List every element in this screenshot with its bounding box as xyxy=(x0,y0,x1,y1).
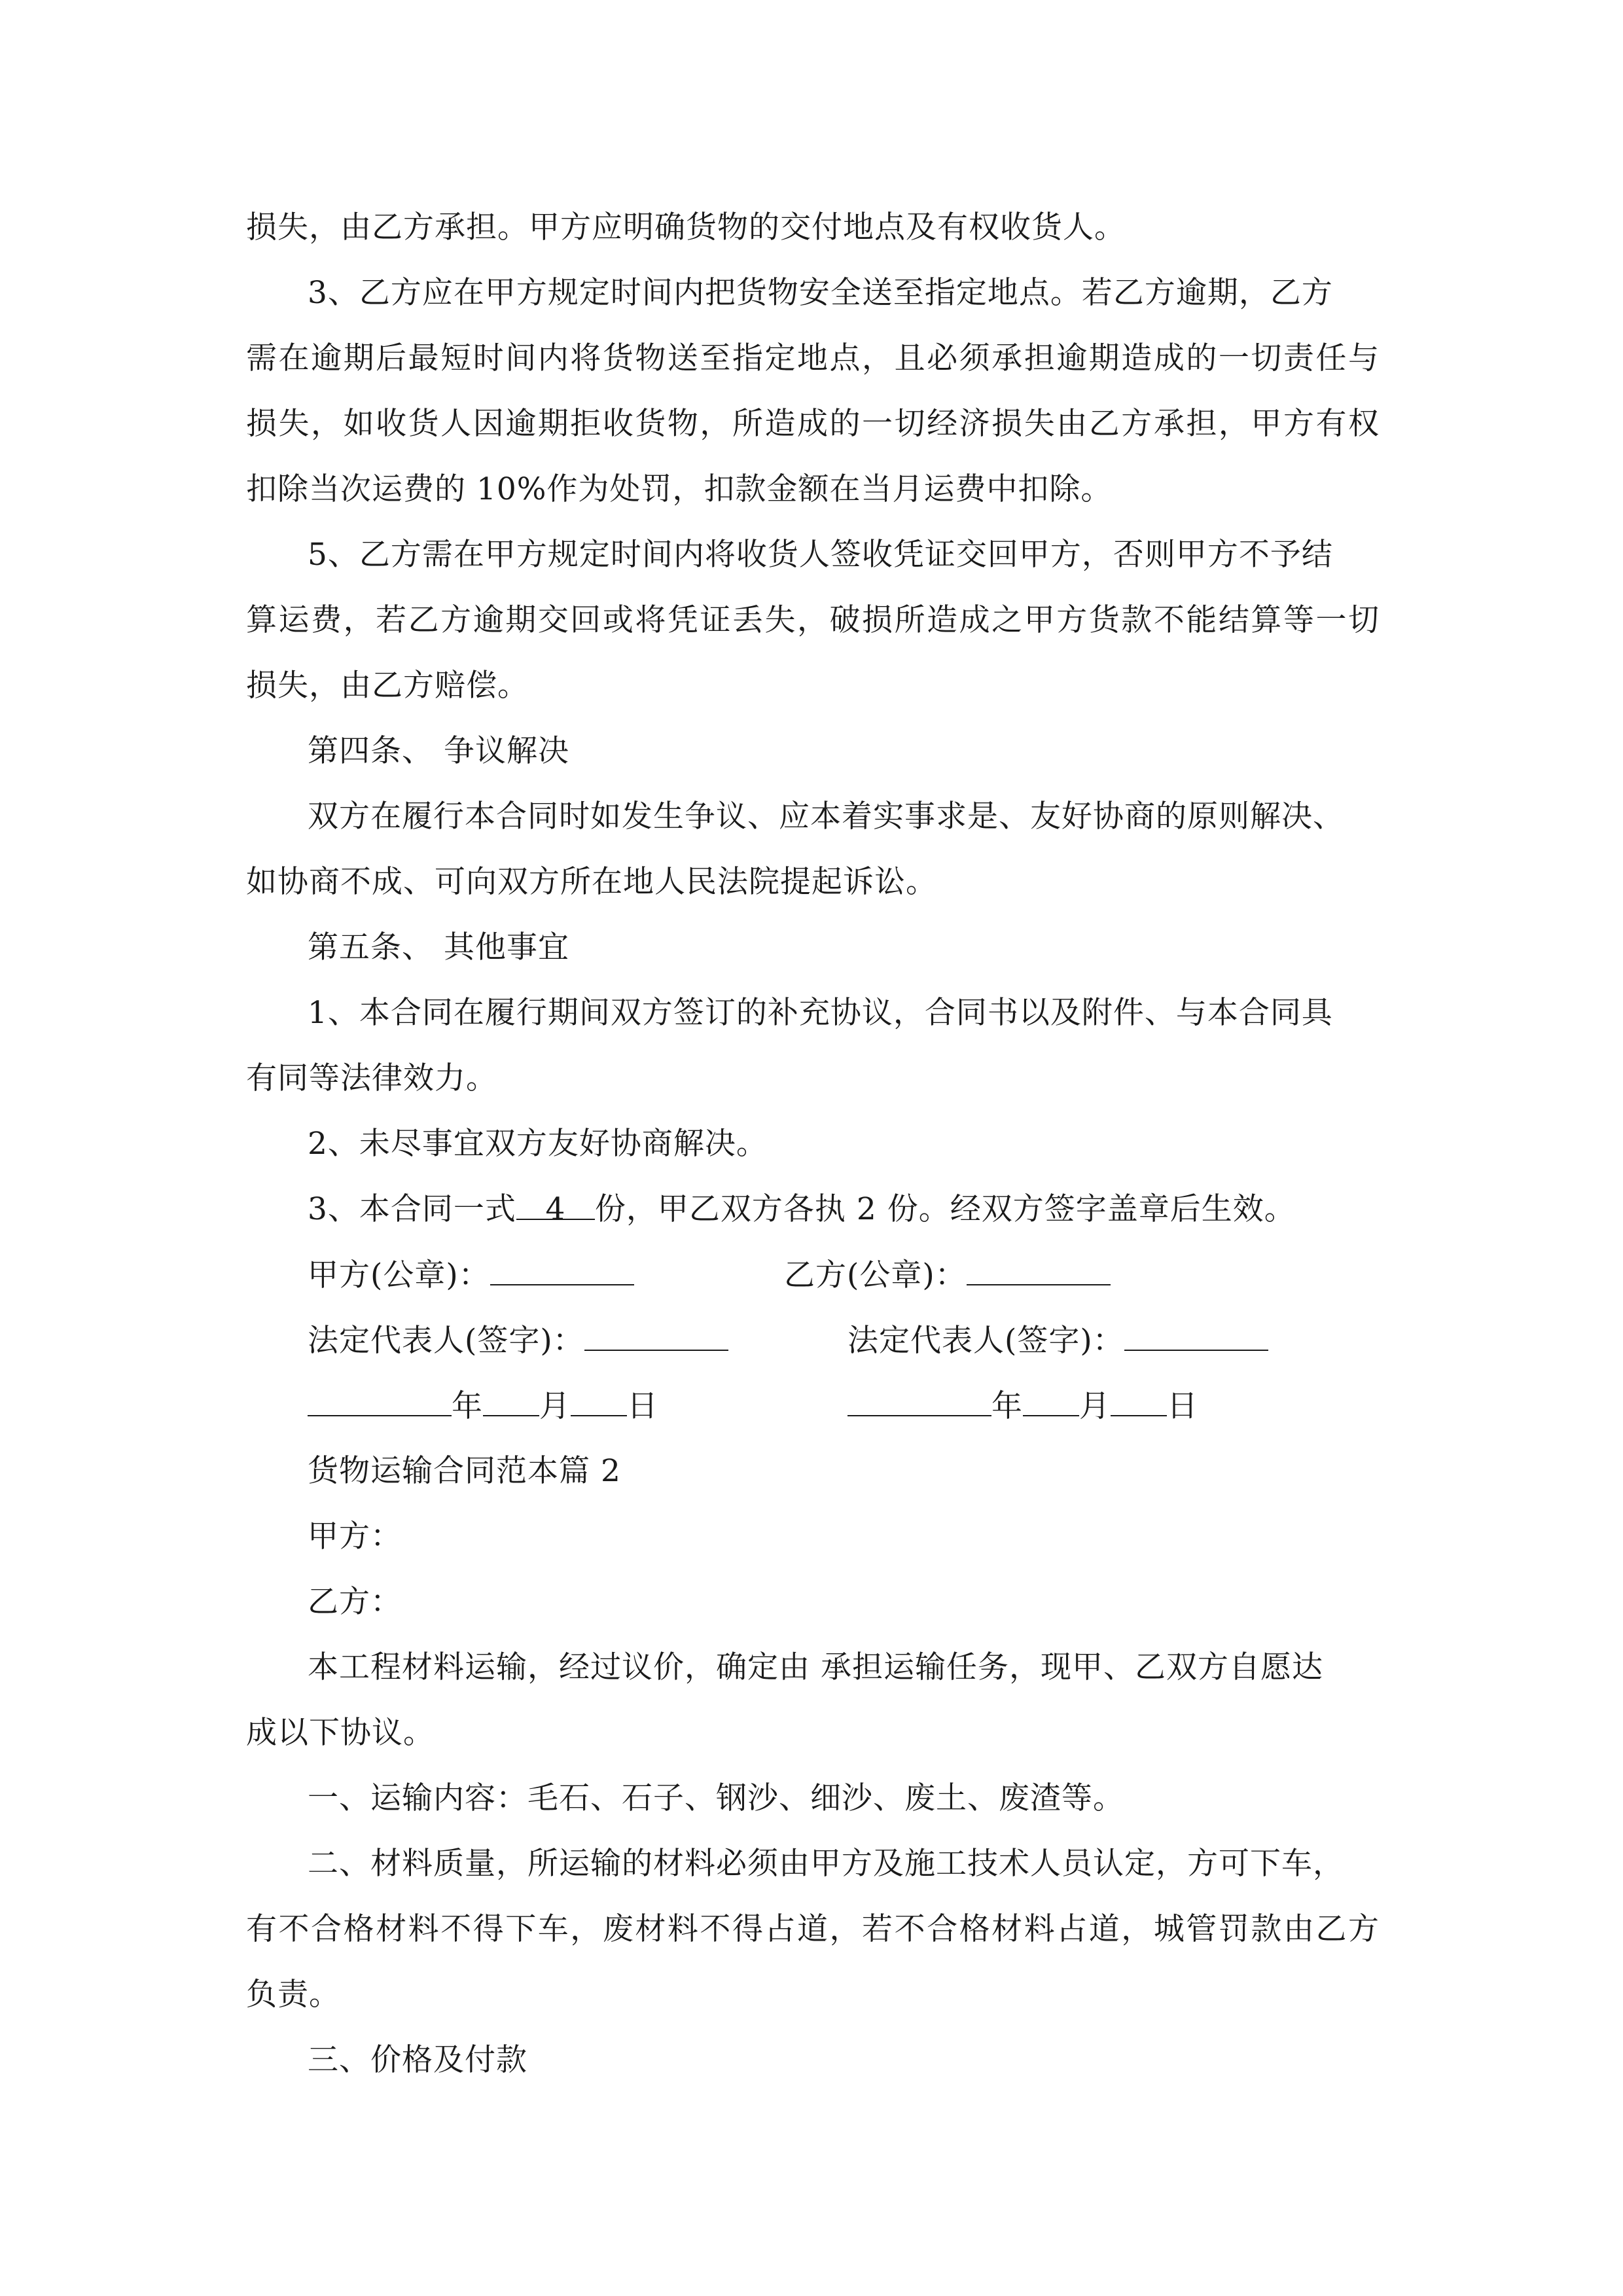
paragraph-line: 损失，由乙方赔偿。 xyxy=(246,668,529,704)
month-blank xyxy=(1023,1386,1079,1416)
paragraph-line: 有同等法律效力。 xyxy=(246,1060,497,1096)
year-label: 年 xyxy=(452,1388,483,1424)
paragraph-line: 2、未尽事宜双方友好协商解决。 xyxy=(308,1126,768,1162)
party-b-line: 乙方： xyxy=(308,1584,402,1620)
party-b-seal xyxy=(784,1255,1111,1295)
paragraph-line: 需在逾期后最短时间内将货物送至指定地点，且必须承担逾期造成的一切责任与 xyxy=(246,340,1380,376)
party-a-seal-blank xyxy=(490,1255,634,1285)
paragraph-line: 损失，由乙方承担。甲方应明确货物的交付地点及有权收货人。 xyxy=(246,209,1126,245)
copies-suffix: 份，甲乙双方各执 2 份。经双方签字盖章后生效。 xyxy=(594,1191,1296,1227)
rep-b-blank xyxy=(1124,1321,1268,1351)
month-blank xyxy=(483,1386,539,1416)
paragraph-line: 损失，如收货人因逾期拒收货物，所造成的一切经济损失由乙方承担，甲方有权 xyxy=(246,406,1380,442)
rep-b-label: 法定代表人(签字)： xyxy=(847,1323,1124,1359)
paragraph-line: 扣除当次运费的 10%作为处罚，扣款金额在当月运费中扣除。 xyxy=(246,471,1113,507)
paragraph-line: 1、本合同在履行期间双方签订的补充协议，合同书以及附件、与本合同具 xyxy=(308,995,1333,1031)
month-label: 月 xyxy=(1079,1388,1111,1424)
party-b-seal-label: 乙方(公章)： xyxy=(784,1257,967,1293)
paragraph-line: 本工程材料运输，经过议价，确定由 承担运输任务，现甲、乙双方自愿达 xyxy=(308,1649,1323,1685)
day-label: 日 xyxy=(627,1388,658,1424)
rep-a-label: 法定代表人(签字)： xyxy=(308,1323,584,1359)
day-label: 日 xyxy=(1167,1388,1198,1424)
copies-clause xyxy=(308,1190,1296,1229)
date-a xyxy=(308,1386,658,1426)
party-b-seal-blank xyxy=(967,1255,1111,1285)
paragraph-line: 5、乙方需在甲方规定时间内将收货人签收凭证交回甲方，否则甲方不予结 xyxy=(308,537,1333,573)
day-blank xyxy=(571,1386,627,1416)
copies-value: 4 xyxy=(545,1191,566,1227)
rep-b xyxy=(847,1321,1268,1361)
party-a-seal xyxy=(308,1255,634,1295)
paragraph-line: 成以下协议。 xyxy=(246,1715,435,1751)
copies-prefix: 3、本合同一式 xyxy=(308,1191,516,1227)
rep-a xyxy=(308,1321,728,1361)
section-title: 货物运输合同范本篇 2 xyxy=(308,1453,621,1489)
date-b xyxy=(847,1386,1198,1426)
year-blank xyxy=(847,1386,991,1416)
paragraph-line: 有不合格材料不得下车，废材料不得占道，若不合格材料占道，城管罚款由乙方 xyxy=(246,1911,1380,1947)
party-a-seal-label: 甲方(公章)： xyxy=(308,1257,490,1293)
month-label: 月 xyxy=(539,1388,571,1424)
paragraph-line: 如协商不成、可向双方所在地人民法院提起诉讼。 xyxy=(246,864,937,900)
party-a-line: 甲方： xyxy=(308,1518,402,1554)
day-blank xyxy=(1111,1386,1167,1416)
year-blank xyxy=(308,1386,452,1416)
paragraph-line: 负责。 xyxy=(246,1977,340,2013)
rep-a-blank xyxy=(584,1321,728,1351)
copies-count xyxy=(516,1190,595,1227)
paragraph-line: 一、运输内容：毛石、石子、钢沙、细沙、废土、废渣等。 xyxy=(308,1780,1124,1816)
paragraph-line: 双方在履行本合同时如发生争议、应本着实事求是、友好协商的原则解决、 xyxy=(308,798,1344,834)
article-title: 第五条、 其他事宜 xyxy=(308,929,569,965)
section-heading: 三、价格及付款 xyxy=(308,2042,527,2078)
paragraph-line: 二、材料质量，所运输的材料必须由甲方及施工技术人员认定，方可下车， xyxy=(308,1846,1344,1882)
paragraph-line: 算运费，若乙方逾期交回或将凭证丢失，破损所造成之甲方货款不能结算等一切 xyxy=(246,602,1380,638)
year-label: 年 xyxy=(991,1388,1023,1424)
article-title: 第四条、 争议解决 xyxy=(308,733,569,769)
paragraph-line: 3、乙方应在甲方规定时间内把货物安全送至指定地点。若乙方逾期，乙方 xyxy=(308,275,1333,311)
